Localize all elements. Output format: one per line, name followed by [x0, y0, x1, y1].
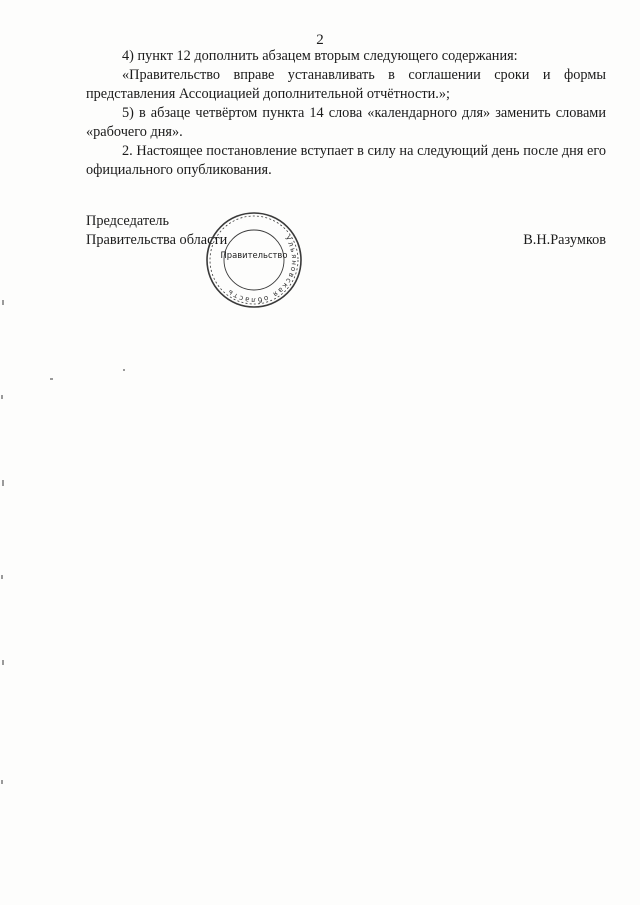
seal-ring-text: Ульяновская область	[224, 233, 300, 306]
signatory-position-line1: Председатель	[86, 213, 170, 229]
paragraph-effective-date: 2. Настоящее постановление вступает в силу на следующий день после дня его официального опубликования.	[86, 143, 606, 178]
paragraph-item-5: 5) в абзаце четвёртом пункта 14 слова «календарного для» заменить словами «рабочего дня».	[86, 105, 606, 140]
scan-speck	[1, 780, 3, 784]
scan-speck	[50, 378, 53, 380]
seal-center-text: Правительство	[220, 250, 288, 260]
paragraph-item-4: 4) пункт 12 дополнить абзацем вторым следующего содержания:	[122, 48, 518, 64]
scan-speck	[2, 300, 4, 305]
page-number: 2	[316, 32, 324, 48]
document-body	[86, 47, 606, 180]
signatory-name: В.Н.Разумков	[523, 232, 606, 248]
paragraph-quote: «Правительство вправе устанавливать в соглашении сроки и формы представления Ассоциацией дополнительной отчётности.»;	[86, 67, 606, 102]
official-seal-icon	[204, 210, 304, 310]
scan-speck	[2, 660, 4, 665]
scan-speck	[123, 369, 125, 371]
scan-speck	[1, 575, 3, 579]
scan-speck	[1, 395, 3, 399]
svg-text:Ульяновская область	[225, 234, 300, 305]
scan-speck	[2, 480, 4, 486]
signatory-position-line2: Правительства области	[86, 232, 228, 248]
